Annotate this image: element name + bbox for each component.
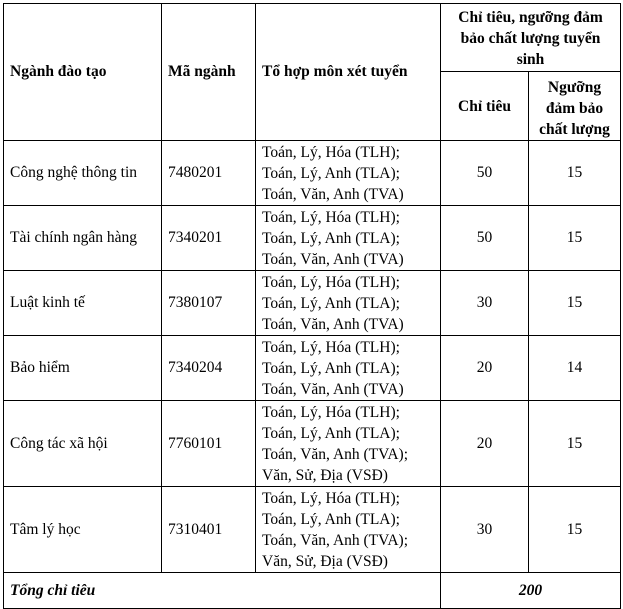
major-cell: Luật kinh tế (4, 271, 162, 336)
combination-line: Toán, Lý, Anh (TLA); (262, 360, 400, 377)
threshold-cell: 15 (529, 271, 621, 336)
major-cell: Công tác xã hội (4, 401, 162, 487)
quota-cell: 20 (441, 336, 529, 401)
combination-line: Toán, Văn, Anh (TVA) (262, 381, 404, 398)
quota-cell: 50 (441, 206, 529, 271)
threshold-cell: 15 (529, 206, 621, 271)
combination-cell (256, 141, 441, 206)
header-quota-group: Chỉ tiêu, ngưỡng đảm bảo chất lượng tuyển sinh (441, 4, 621, 72)
combination-line: Toán, Lý, Anh (TLA); (262, 511, 400, 528)
combination-line: Toán, Văn, Anh (TVA) (262, 186, 404, 203)
combination-line: Toán, Văn, Anh (TVA) (262, 251, 404, 268)
combination-line: Toán, Lý, Anh (TLA); (262, 295, 400, 312)
header-major: Ngành đào tạo (4, 4, 162, 141)
code-cell: 7380107 (162, 271, 256, 336)
combination-line: Toán, Lý, Hóa (TLH); (262, 404, 400, 421)
threshold-cell: 15 (529, 141, 621, 206)
combination-line: Toán, Lý, Anh (TLA); (262, 230, 400, 247)
threshold-cell: 15 (529, 401, 621, 487)
threshold-cell: 15 (529, 487, 621, 573)
table-row (4, 271, 621, 336)
header-code: Mã ngành (162, 4, 256, 141)
code-cell: 7340204 (162, 336, 256, 401)
combination-line: Toán, Lý, Anh (TLA); (262, 425, 400, 442)
admission-quota-table (3, 3, 621, 609)
combination-line: Toán, Lý, Hóa (TLH); (262, 274, 400, 291)
code-cell: 7340201 (162, 206, 256, 271)
major-cell: Bảo hiểm (4, 336, 162, 401)
combination-cell (256, 487, 441, 573)
table-row (4, 401, 621, 487)
combination-line: Toán, Lý, Hóa (TLH); (262, 144, 400, 161)
combination-line: Toán, Văn, Anh (TVA); (262, 446, 409, 463)
total-label: Tổng chỉ tiêu (4, 573, 441, 609)
quota-cell: 20 (441, 401, 529, 487)
table-row (4, 141, 621, 206)
table-row (4, 487, 621, 573)
major-cell: Công nghệ thông tin (4, 141, 162, 206)
combination-line: Văn, Sử, Địa (VSĐ) (262, 553, 388, 570)
total-value: 200 (441, 573, 621, 609)
combination-line: Toán, Lý, Hóa (TLH); (262, 209, 400, 226)
major-cell: Tài chính ngân hàng (4, 206, 162, 271)
code-cell: 7760101 (162, 401, 256, 487)
combination-cell (256, 271, 441, 336)
combination-line: Toán, Lý, Anh (TLA); (262, 165, 400, 182)
major-cell: Tâm lý học (4, 487, 162, 573)
quota-cell: 30 (441, 271, 529, 336)
code-cell: 7480201 (162, 141, 256, 206)
combination-cell (256, 401, 441, 487)
combination-line: Toán, Lý, Hóa (TLH); (262, 339, 400, 356)
quota-cell: 30 (441, 487, 529, 573)
combination-cell (256, 336, 441, 401)
combination-line: Văn, Sử, Địa (VSĐ) (262, 467, 388, 484)
combination-line: Toán, Lý, Hóa (TLH); (262, 490, 400, 507)
code-cell: 7310401 (162, 487, 256, 573)
table-row (4, 336, 621, 401)
combination-line: Toán, Văn, Anh (TVA); (262, 532, 409, 549)
header-threshold: Ngưỡng đảm bảo chất lượng (529, 72, 621, 141)
header-quota: Chỉ tiêu (441, 72, 529, 141)
quota-cell: 50 (441, 141, 529, 206)
header-combination: Tổ hợp môn xét tuyển (256, 4, 441, 141)
combination-cell (256, 206, 441, 271)
combination-line: Toán, Văn, Anh (TVA) (262, 316, 404, 333)
table-row (4, 206, 621, 271)
threshold-cell: 14 (529, 336, 621, 401)
